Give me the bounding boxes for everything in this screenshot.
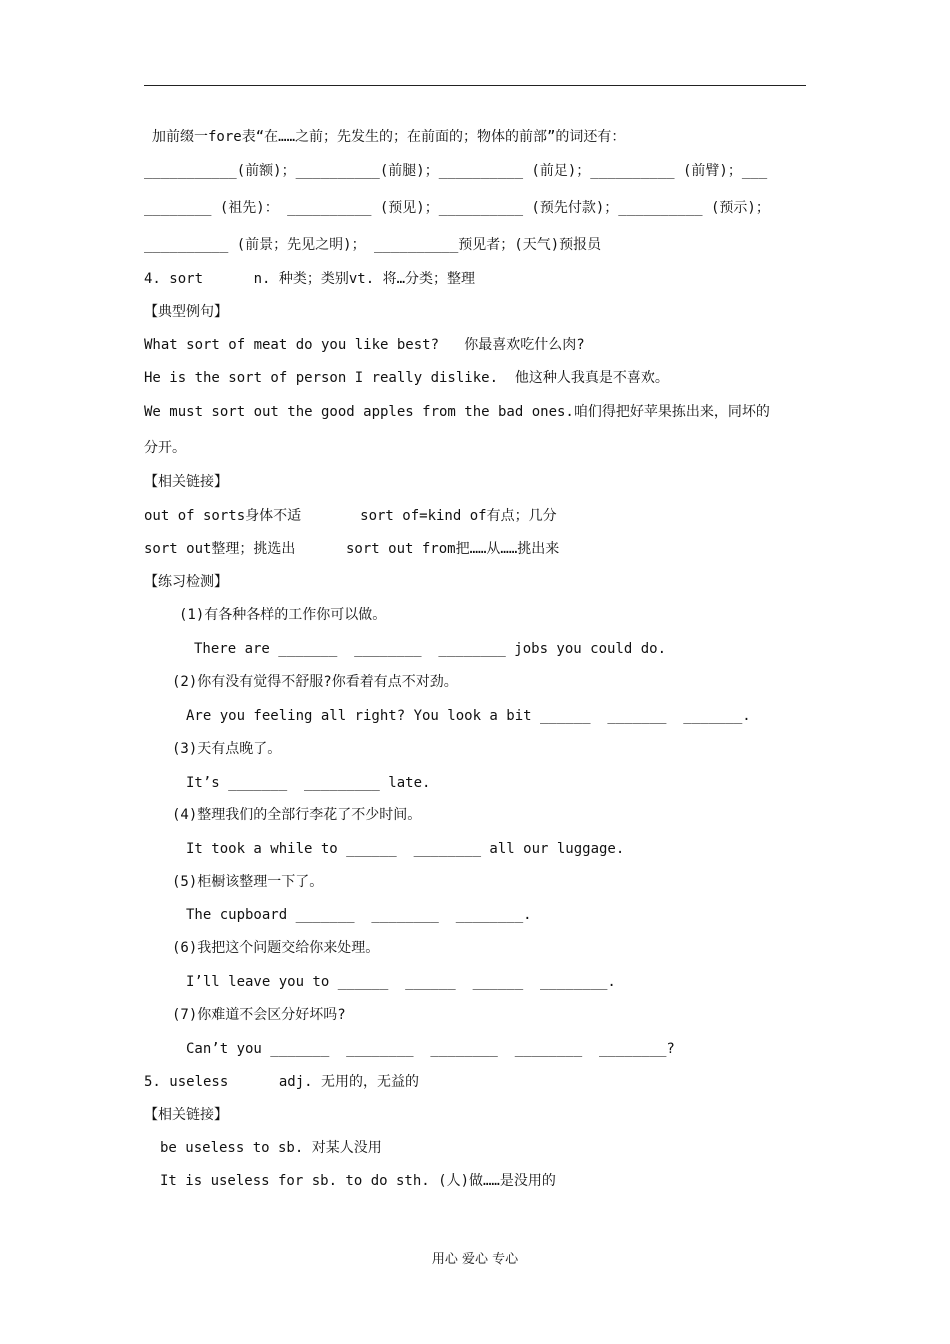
sort-example-2: He is the sort of person I really dislike. 他这种人我真是不喜欢。 xyxy=(144,370,669,386)
practice-answer-5: The cupboard _______ ________ ________. xyxy=(186,907,532,923)
practice-answer-3: It’s _______ _________ late. xyxy=(186,775,431,791)
header-rule xyxy=(144,85,806,86)
practice-question-1: (1)有各种各样的工作你可以做。 xyxy=(179,607,387,623)
practice-answer-4: It took a while to ______ ________ all our luggage. xyxy=(186,841,625,857)
practice-answer-7: Can’t you _______ ________ ________ ________ ________? xyxy=(186,1041,675,1057)
fore-prefix-blanks-2: ________ (祖先)： __________ (预见)；__________ (预先付款)；__________ (预示)； xyxy=(144,200,770,216)
useless-link-1: be useless to sb. 对某人没用 xyxy=(160,1140,382,1156)
fore-prefix-intro: 加前缀一fore表“在……之前；先发生的；在前面的；物体的前部”的词还有： xyxy=(152,129,626,145)
sort-example-1: What sort of meat do you like best? 你最喜欢吃什么肉? xyxy=(144,337,585,353)
practice-question-7: (7)你难道不会区分好坏吗? xyxy=(172,1007,346,1023)
sort-heading: 4. sort n. 种类；类别vt. 将…分类；整理 xyxy=(144,271,476,287)
useless-links-title: 【相关链接】 xyxy=(144,1107,228,1123)
useless-link-2: It is useless for sb. to do sth. (人)做……是没用的 xyxy=(160,1173,556,1189)
practice-question-4: (4)整理我们的全部行李花了不少时间。 xyxy=(172,807,422,823)
practice-question-2: (2)你有没有觉得不舒服?你看着有点不对劲。 xyxy=(172,674,458,690)
practice-question-5: (5)柜橱该整理一下了。 xyxy=(172,874,324,890)
practice-answer-2: Are you feeling all right? You look a bit ______ _______ _______. xyxy=(186,708,751,724)
practice-question-3: (3)天有点晚了。 xyxy=(172,741,282,757)
sort-link-1: out of sorts身体不适 sort of=kind of有点；几分 xyxy=(144,508,557,524)
sort-examples-title: 【典型例句】 xyxy=(144,304,228,320)
sort-links-title: 【相关链接】 xyxy=(144,474,228,490)
fore-prefix-blanks-3: __________ (前景；先见之明)； __________预见者；(天气)预报员 xyxy=(144,237,602,253)
sort-link-2: sort out整理；挑选出 sort out from把……从……挑出来 xyxy=(144,541,560,557)
sort-example-3: We must sort out the good apples from the bad ones.咱们得把好苹果拣出来，同坏的 xyxy=(144,404,770,420)
sort-example-3-cont: 分开。 xyxy=(144,440,186,456)
sort-practice-title: 【练习检测】 xyxy=(144,574,228,590)
fore-prefix-blanks-1: ___________(前额)；__________(前腿)；__________ (前足)；__________ (前臂)；___ xyxy=(144,163,768,179)
practice-answer-6: I’ll leave you to ______ ______ ______ ________. xyxy=(186,974,616,990)
practice-question-6: (6)我把这个问题交给你来处理。 xyxy=(172,940,380,956)
practice-answer-1: There are _______ ________ ________ jobs you could do. xyxy=(194,641,667,657)
useless-heading: 5. useless adj. 无用的，无益的 xyxy=(144,1074,420,1090)
page-footer: 用心 爱心 专心 xyxy=(431,1252,519,1267)
